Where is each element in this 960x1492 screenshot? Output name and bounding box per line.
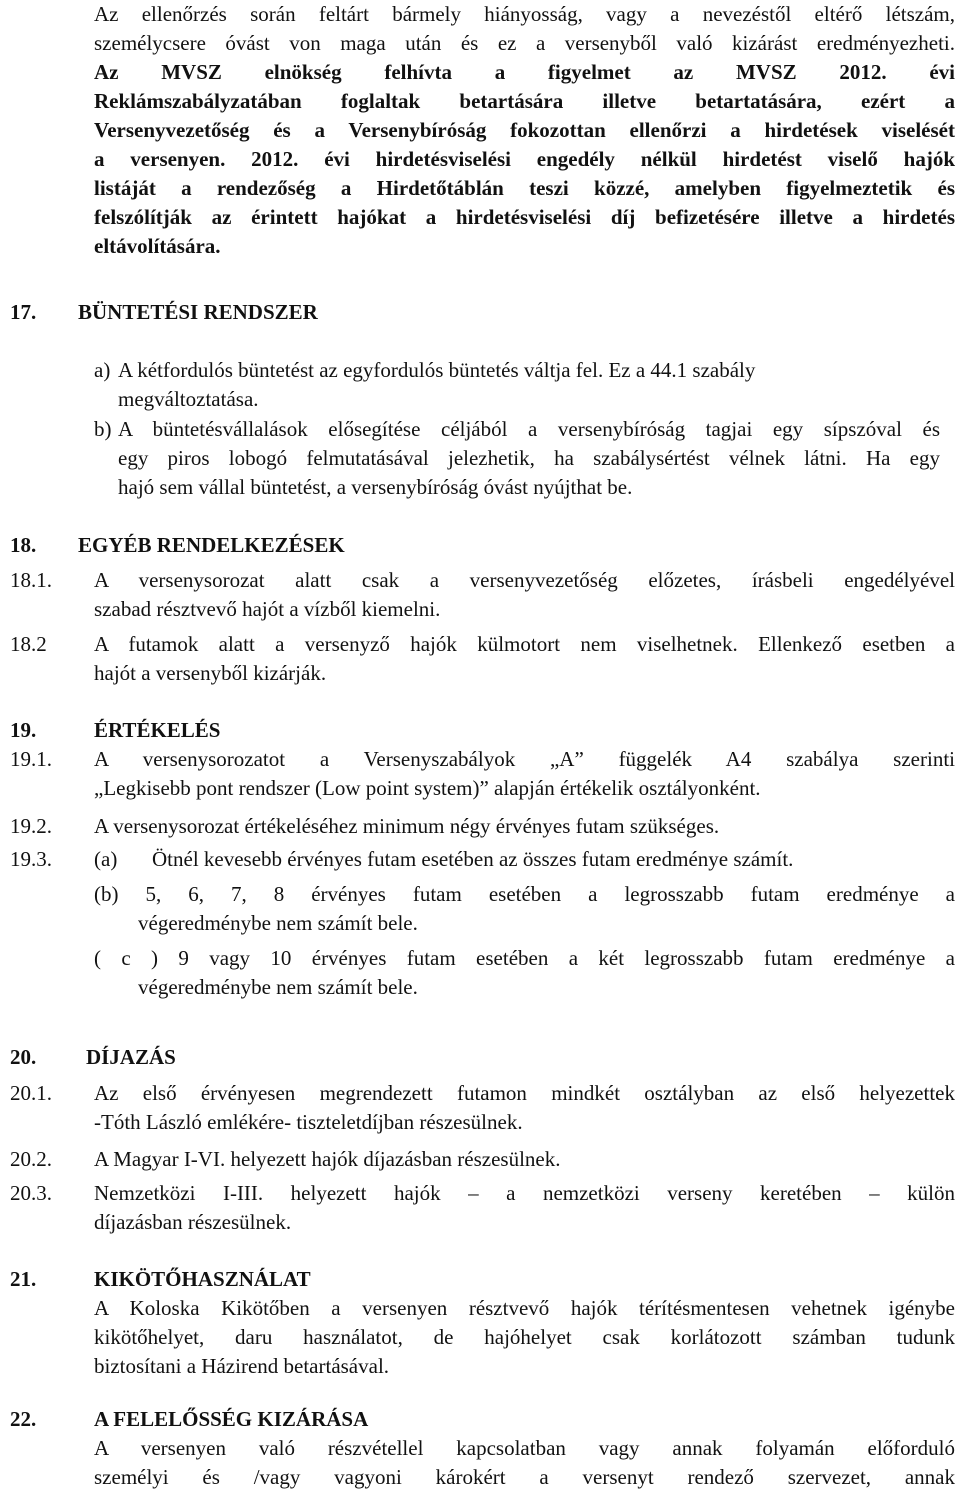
text-line: kikötőhelyet, daru használatot, de hajóhelyet csak korlátozott számban tudunk xyxy=(94,1325,955,1349)
text-line: Reklámszabályzatában foglaltak betartására illetve betartatására, ezért a xyxy=(94,89,955,113)
section-number: 19. xyxy=(10,718,37,742)
text-line: A versenysorozat alatt csak a versenyvezetőség előzetes, írásbeli engedélyével xyxy=(94,568,955,592)
text-line: a versenyen. 2012. évi hirdetésviselési engedély nélkül hirdetést viselő hajók xyxy=(94,147,955,171)
section-title: KIKÖTŐHASZNÁLAT xyxy=(94,1267,311,1291)
section-title: DÍJAZÁS xyxy=(86,1045,176,1069)
section-title: ÉRTÉKELÉS xyxy=(94,718,221,742)
text-line: A versenysorozatot a Versenyszabályok „A” függelék A4 szabálya szerinti xyxy=(94,747,955,771)
text-line: hajót a versenyből kizárják. xyxy=(94,661,327,685)
text-line: -Tóth László emlékére- tiszteletdíjban részesülnek. xyxy=(94,1110,523,1134)
section-title: EGYÉB RENDELKEZÉSEK xyxy=(78,533,345,557)
text-line: személycsere óvást von maga után és ez a versenyből való kizárást eredményezheti. xyxy=(94,31,955,55)
text-line: Az első érvényesen megrendezett futamon mindkét osztályban az első helyezettek xyxy=(94,1081,955,1105)
text-line: Nemzetközi I-III. helyezett hajók – a nemzetközi verseny keretében – külön xyxy=(94,1181,955,1205)
text-line: ( c ) 9 vagy 10 érvényes futam esetében a két legrosszabb futam eredménye a xyxy=(94,946,955,970)
text-line: „Legkisebb pont rendszer (Low point system)” alapján értékelik osztályonként. xyxy=(94,776,761,800)
text-line: listáját a rendezőség a Hirdetőtáblán teszi közzé, amelyben figyelmeztetik és xyxy=(94,176,955,200)
text-line: A versenysorozat értékeléséhez minimum négy érvényes futam szükséges. xyxy=(94,814,720,838)
text-line: A Magyar I-VI. helyezett hajók díjazásban részesülnek. xyxy=(94,1147,561,1171)
paragraph-number: 20.3. xyxy=(10,1181,52,1205)
paragraph-number: 19.3. xyxy=(10,847,52,871)
text-line: A büntetésvállalások elősegítése céljából a versenybíróság tagjai egy sípszóval és xyxy=(118,417,940,441)
paragraph-number: 19.1. xyxy=(10,747,52,771)
section-19-heading xyxy=(10,716,510,745)
text-line: szabad résztvevő hajót a vízből kiemelni. xyxy=(94,597,441,621)
text-line: díjazásban részesülnek. xyxy=(94,1210,292,1234)
section-number: 18. xyxy=(10,533,37,557)
section-number: 22. xyxy=(10,1407,37,1431)
paragraph-number: 20.2. xyxy=(10,1147,52,1171)
text-line: végeredménybe nem számít bele. xyxy=(138,975,418,999)
paragraph-number: 18.1. xyxy=(10,568,52,592)
text-line: személyi és /vagy vagyoni károkért a versenyt rendező szervezet, annak xyxy=(94,1465,955,1489)
text-line: egy piros lobogó felmutatásával jelezhetik, ha szabálysértést vélnek látni. Ha egy xyxy=(118,446,940,470)
text-line: Versenyvezetőség és a Versenybíróság fokozottan ellenőrzi a hirdetések viselését xyxy=(94,118,955,142)
text-line: biztosítani a Házirend betartásával. xyxy=(94,1354,390,1378)
section-number: 17. xyxy=(10,300,37,324)
section-21-heading xyxy=(10,1265,510,1294)
section-title: BÜNTETÉSI RENDSZER xyxy=(78,300,318,324)
paragraph-number: 20.1. xyxy=(10,1081,52,1105)
text-line: eltávolítására. xyxy=(94,234,221,258)
text-line: Az ellenőrzés során feltárt bármely hiányosság, vagy a nevezéstől eltérő létszám, xyxy=(94,2,955,26)
section-title: A FELELŐSSÉG KIZÁRÁSA xyxy=(94,1407,369,1431)
item-label: a) xyxy=(94,358,111,382)
text-line: megváltoztatása. xyxy=(118,387,259,411)
text-line: végeredménybe nem számít bele. xyxy=(138,911,418,935)
text-line: A kétfordulós büntetést az egyfordulós büntetés váltja fel. Ez a 44.1 szabály xyxy=(118,358,756,382)
paragraph-number: 19.2. xyxy=(10,814,52,838)
item-label: (a) xyxy=(94,847,118,871)
item-label: b) xyxy=(94,417,112,441)
text-line: felszólítják az érintett hajókat a hirdetésviselési díj befizetésére illetve a hirdetés xyxy=(94,205,955,229)
item-a-text: Ötnél kevesebb érvényes futam esetében az összes futam eredménye számít. xyxy=(152,847,794,871)
section-17-heading xyxy=(10,298,510,327)
section-20-heading xyxy=(10,1043,510,1072)
text-line: hajó sem vállal büntetést, a versenybíróság óvást nyújthat be. xyxy=(118,475,633,499)
section-18-heading xyxy=(10,531,510,560)
paragraph-number: 18.2 xyxy=(10,632,47,656)
section-number: 21. xyxy=(10,1267,37,1291)
text-line: A futamok alatt a versenyző hajók külmotort nem viselhetnek. Ellenkező esetben a xyxy=(94,632,955,656)
text-line: A versenyen való részvétellel kapcsolatban vagy annak folyamán előforduló xyxy=(94,1436,955,1460)
section-22-heading xyxy=(10,1405,510,1434)
text-line: Az MVSZ elnökség felhívta a figyelmet az MVSZ 2012. évi xyxy=(94,60,955,84)
section-number: 20. xyxy=(10,1045,37,1069)
text-line: A Koloska Kikötőben a versenyen résztvevő hajók térítésmentesen vehetnek igénybe xyxy=(94,1296,955,1320)
text-line: (b) 5, 6, 7, 8 érvényes futam esetében a legrosszabb futam eredménye a xyxy=(94,882,955,906)
